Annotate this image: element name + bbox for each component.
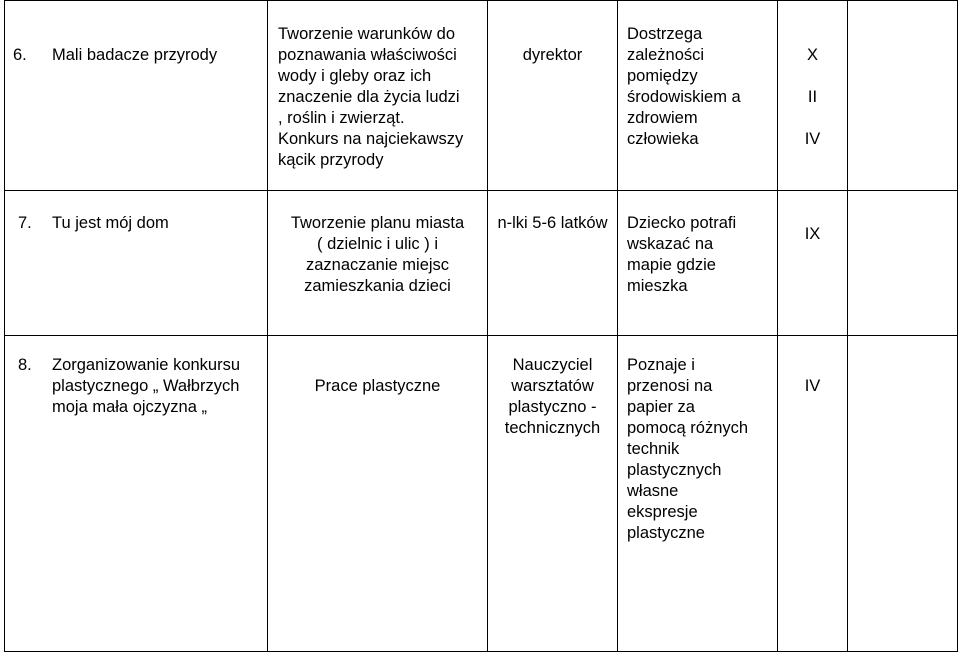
row-number: 6.	[13, 46, 27, 64]
table-row	[5, 336, 958, 652]
table-row	[5, 191, 958, 336]
months: X II IV	[804, 46, 821, 148]
expected-outcome: Poznaje i przenosi na papier za pomocą różnych technik plastycznych własne ekspresje plastyczne	[627, 356, 749, 542]
outcome-cell	[618, 191, 778, 336]
row-number: 8.	[18, 356, 32, 374]
title-cell	[5, 1, 268, 191]
responsible-cell	[488, 336, 618, 652]
activity-description: Prace plastyczne	[314, 377, 441, 395]
outcome-cell	[618, 1, 778, 191]
activity-description: Tworzenie warunków do poznawania właściwości wody i gleby oraz ich znaczenie dla życia ludzi , roślin i zwierząt. Konkurs na najciekawszy kącik przyrody	[278, 25, 464, 169]
months: IV	[804, 377, 821, 395]
responsible-person: Nauczyciel warsztatów plastyczno - technicznych	[504, 356, 601, 437]
activity-title: Zorganizowanie konkursu plastycznego „ Wałbrzych moja mała ojczyzna „	[52, 356, 241, 416]
empty-cell	[848, 1, 958, 191]
expected-outcome: Dostrzega zależności pomiędzy środowiskiem a zdrowiem człowieka	[627, 25, 741, 148]
title-cell	[5, 336, 268, 652]
responsible-cell	[488, 191, 618, 336]
description-cell	[268, 336, 488, 652]
activity-title: Mali badacze przyrody	[52, 46, 218, 64]
responsible-person: n-lki 5-6 latków	[497, 214, 608, 232]
months-cell	[778, 336, 848, 652]
empty-cell	[848, 336, 958, 652]
responsible-cell	[488, 1, 618, 191]
description-cell	[268, 1, 488, 191]
months-cell	[778, 1, 848, 191]
activity-description: Tworzenie planu miasta ( dzielnic i ulic ) i zaznaczanie miejsc zamieszkania dzieci	[290, 214, 465, 295]
activity-title: Tu jest mój dom	[52, 214, 169, 232]
outcome-cell	[618, 336, 778, 652]
title-cell	[5, 191, 268, 336]
responsible-person: dyrektor	[522, 46, 583, 64]
description-cell	[268, 191, 488, 336]
table-row	[5, 1, 958, 191]
expected-outcome: Dziecko potrafi wskazać na mapie gdzie mieszka	[627, 214, 737, 295]
months-cell	[778, 191, 848, 336]
months: IX	[804, 225, 821, 243]
row-number: 7.	[18, 214, 32, 232]
activities-table	[4, 0, 958, 652]
empty-cell	[848, 191, 958, 336]
